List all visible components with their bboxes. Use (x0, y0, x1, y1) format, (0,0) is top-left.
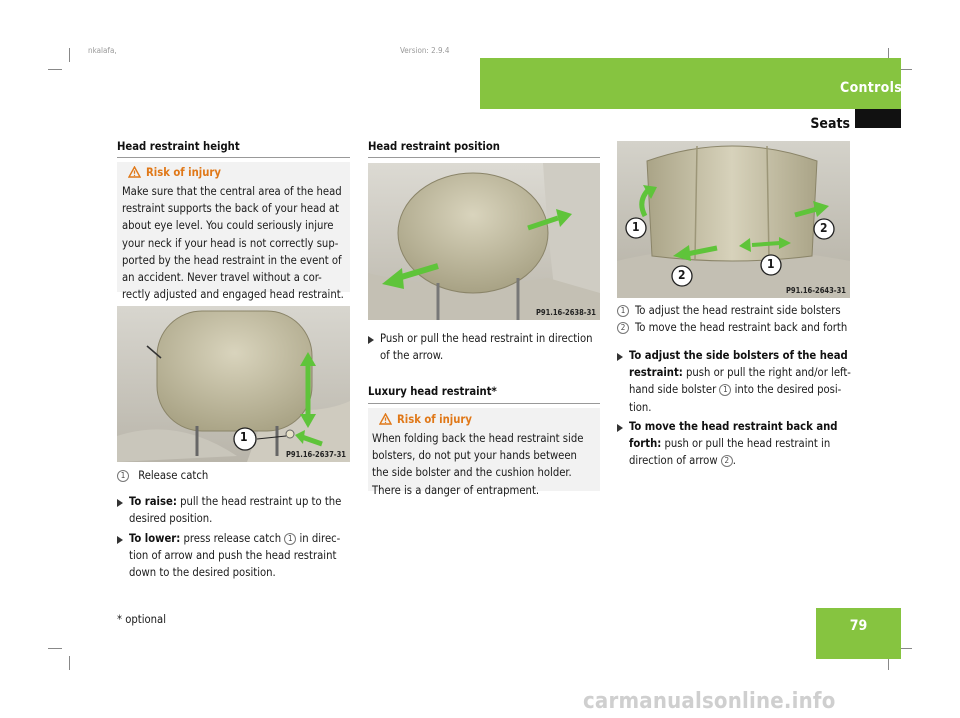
warning-line: an accident. Never travel without a cor- (122, 271, 322, 285)
bullet-arrow-icon (617, 353, 623, 361)
section-tab (480, 58, 901, 109)
figure-code: P91.16-2637-31 (285, 450, 346, 459)
step-label: To lower: (129, 532, 181, 545)
photo-head-restraint-height (117, 306, 350, 462)
step-label: To move the head restraint back and (629, 420, 838, 433)
bullet-arrow-icon (368, 336, 374, 344)
warning-line: Make sure that the central area of the head (122, 185, 342, 198)
figure-code: P91.16-2638-31 (535, 308, 596, 317)
warning-line: about eye level. You could seriously injure (122, 219, 334, 233)
reference-number: 2 (721, 455, 733, 467)
reference-number: 1 (719, 384, 731, 396)
bullet-arrow-icon (117, 536, 123, 544)
step-text: into the desired posi- (734, 383, 842, 397)
step-text: pull the head restraint up to the (180, 495, 342, 508)
warning-text (122, 183, 350, 303)
callout-number: 1 (240, 430, 248, 444)
warning-line: the side bolster and the cushion holder. (372, 466, 572, 480)
step-push-pull (380, 330, 605, 364)
photo-head-restraint-position (368, 163, 600, 320)
step-adjust-bolsters (629, 347, 857, 416)
warning-heading: Risk of injury (146, 166, 221, 179)
warning-line: bolsters, do not put your hands between (372, 449, 577, 463)
heading-head-restraint-height: Head restraint height (117, 140, 240, 153)
legend-number: 1 (617, 305, 629, 317)
callout-number: 2 (678, 268, 686, 282)
warning-triangle-icon (128, 166, 141, 178)
warning-line: There is a danger of entrapment. (372, 483, 540, 497)
step-text: down to the desired position. (129, 566, 276, 580)
figure-code: P91.16-2643-31 (785, 286, 846, 295)
step-label: To adjust the side bolsters of the head (629, 349, 848, 362)
step-text: push or pull the head restraint in (664, 437, 831, 451)
section-title: Controls (840, 80, 902, 96)
warning-line: your neck if your head is not correctly sup- (122, 236, 339, 250)
step-text: in direc- (299, 532, 341, 545)
subsection-title: Seats (810, 116, 850, 132)
step-text: push or pull the right and/or left- (686, 366, 851, 380)
step-text: press release catch (183, 532, 282, 545)
step-label: To raise: (129, 495, 177, 508)
step-text: tion. (629, 400, 652, 414)
reference-number: 1 (284, 533, 296, 545)
legend-release-catch (117, 467, 350, 484)
warning-line: rectly adjusted and engaged head restraint. (122, 288, 344, 302)
legend-text: To move the head restraint back and forth (635, 321, 848, 335)
watermark: carmanualsonline.info (583, 689, 836, 714)
print-meta-author: nkalafa, (88, 46, 117, 55)
step-text: desired position. (129, 512, 213, 526)
step-label: forth: (629, 437, 662, 451)
step-raise (129, 493, 354, 527)
warning-line: restraint supports the back of your head at (122, 202, 339, 216)
bullet-arrow-icon (617, 424, 623, 432)
step-text: of the arrow. (380, 349, 444, 363)
legend-item (617, 302, 857, 319)
subsection-marker (855, 109, 901, 128)
photo-luxury-head-restraint (617, 141, 850, 298)
step-text: tion of arrow and push the head restraint (129, 549, 337, 563)
step-text: direction of arrow (629, 454, 718, 468)
warning-line: When folding back the head restraint side (372, 432, 584, 445)
step-lower (129, 530, 354, 582)
legend-text: To adjust the head restraint side bolsters (635, 304, 841, 317)
heading-rule (117, 157, 350, 158)
warning-text (372, 430, 600, 499)
warning-line: ported by the head restraint in the event of (122, 253, 342, 267)
footnote-optional: * optional (117, 613, 167, 626)
heading-rule (368, 157, 600, 158)
callout-number: 1 (632, 220, 640, 234)
crop-mark (69, 48, 70, 62)
heading-head-restraint-position: Head restraint position (368, 140, 500, 153)
callout-number: 2 (820, 221, 828, 235)
legend-list (617, 302, 857, 336)
page-number-box (816, 608, 901, 659)
step-text: Push or pull the head restraint in direction (380, 332, 593, 345)
crop-mark (48, 69, 62, 70)
bullet-arrow-icon (117, 499, 123, 507)
heading-luxury-head-restraint: Luxury head restraint* (368, 385, 497, 398)
step-text: hand side bolster (629, 383, 717, 397)
warning-heading: Risk of injury (397, 413, 472, 426)
legend-number: 2 (617, 322, 629, 334)
step-text: . (732, 454, 736, 468)
step-move-back-forth (629, 418, 857, 470)
page-number: 79 (849, 618, 868, 634)
legend-number: 1 (117, 470, 129, 482)
heading-rule (368, 403, 600, 404)
warning-triangle-icon (379, 413, 392, 425)
step-label: restraint: (629, 366, 683, 380)
print-meta-version: Version: 2.9.4 (400, 46, 450, 55)
callout-number: 1 (767, 257, 775, 271)
crop-mark (48, 648, 62, 649)
crop-mark (69, 656, 70, 670)
legend-item (617, 319, 857, 336)
legend-text: Release catch (138, 469, 209, 482)
